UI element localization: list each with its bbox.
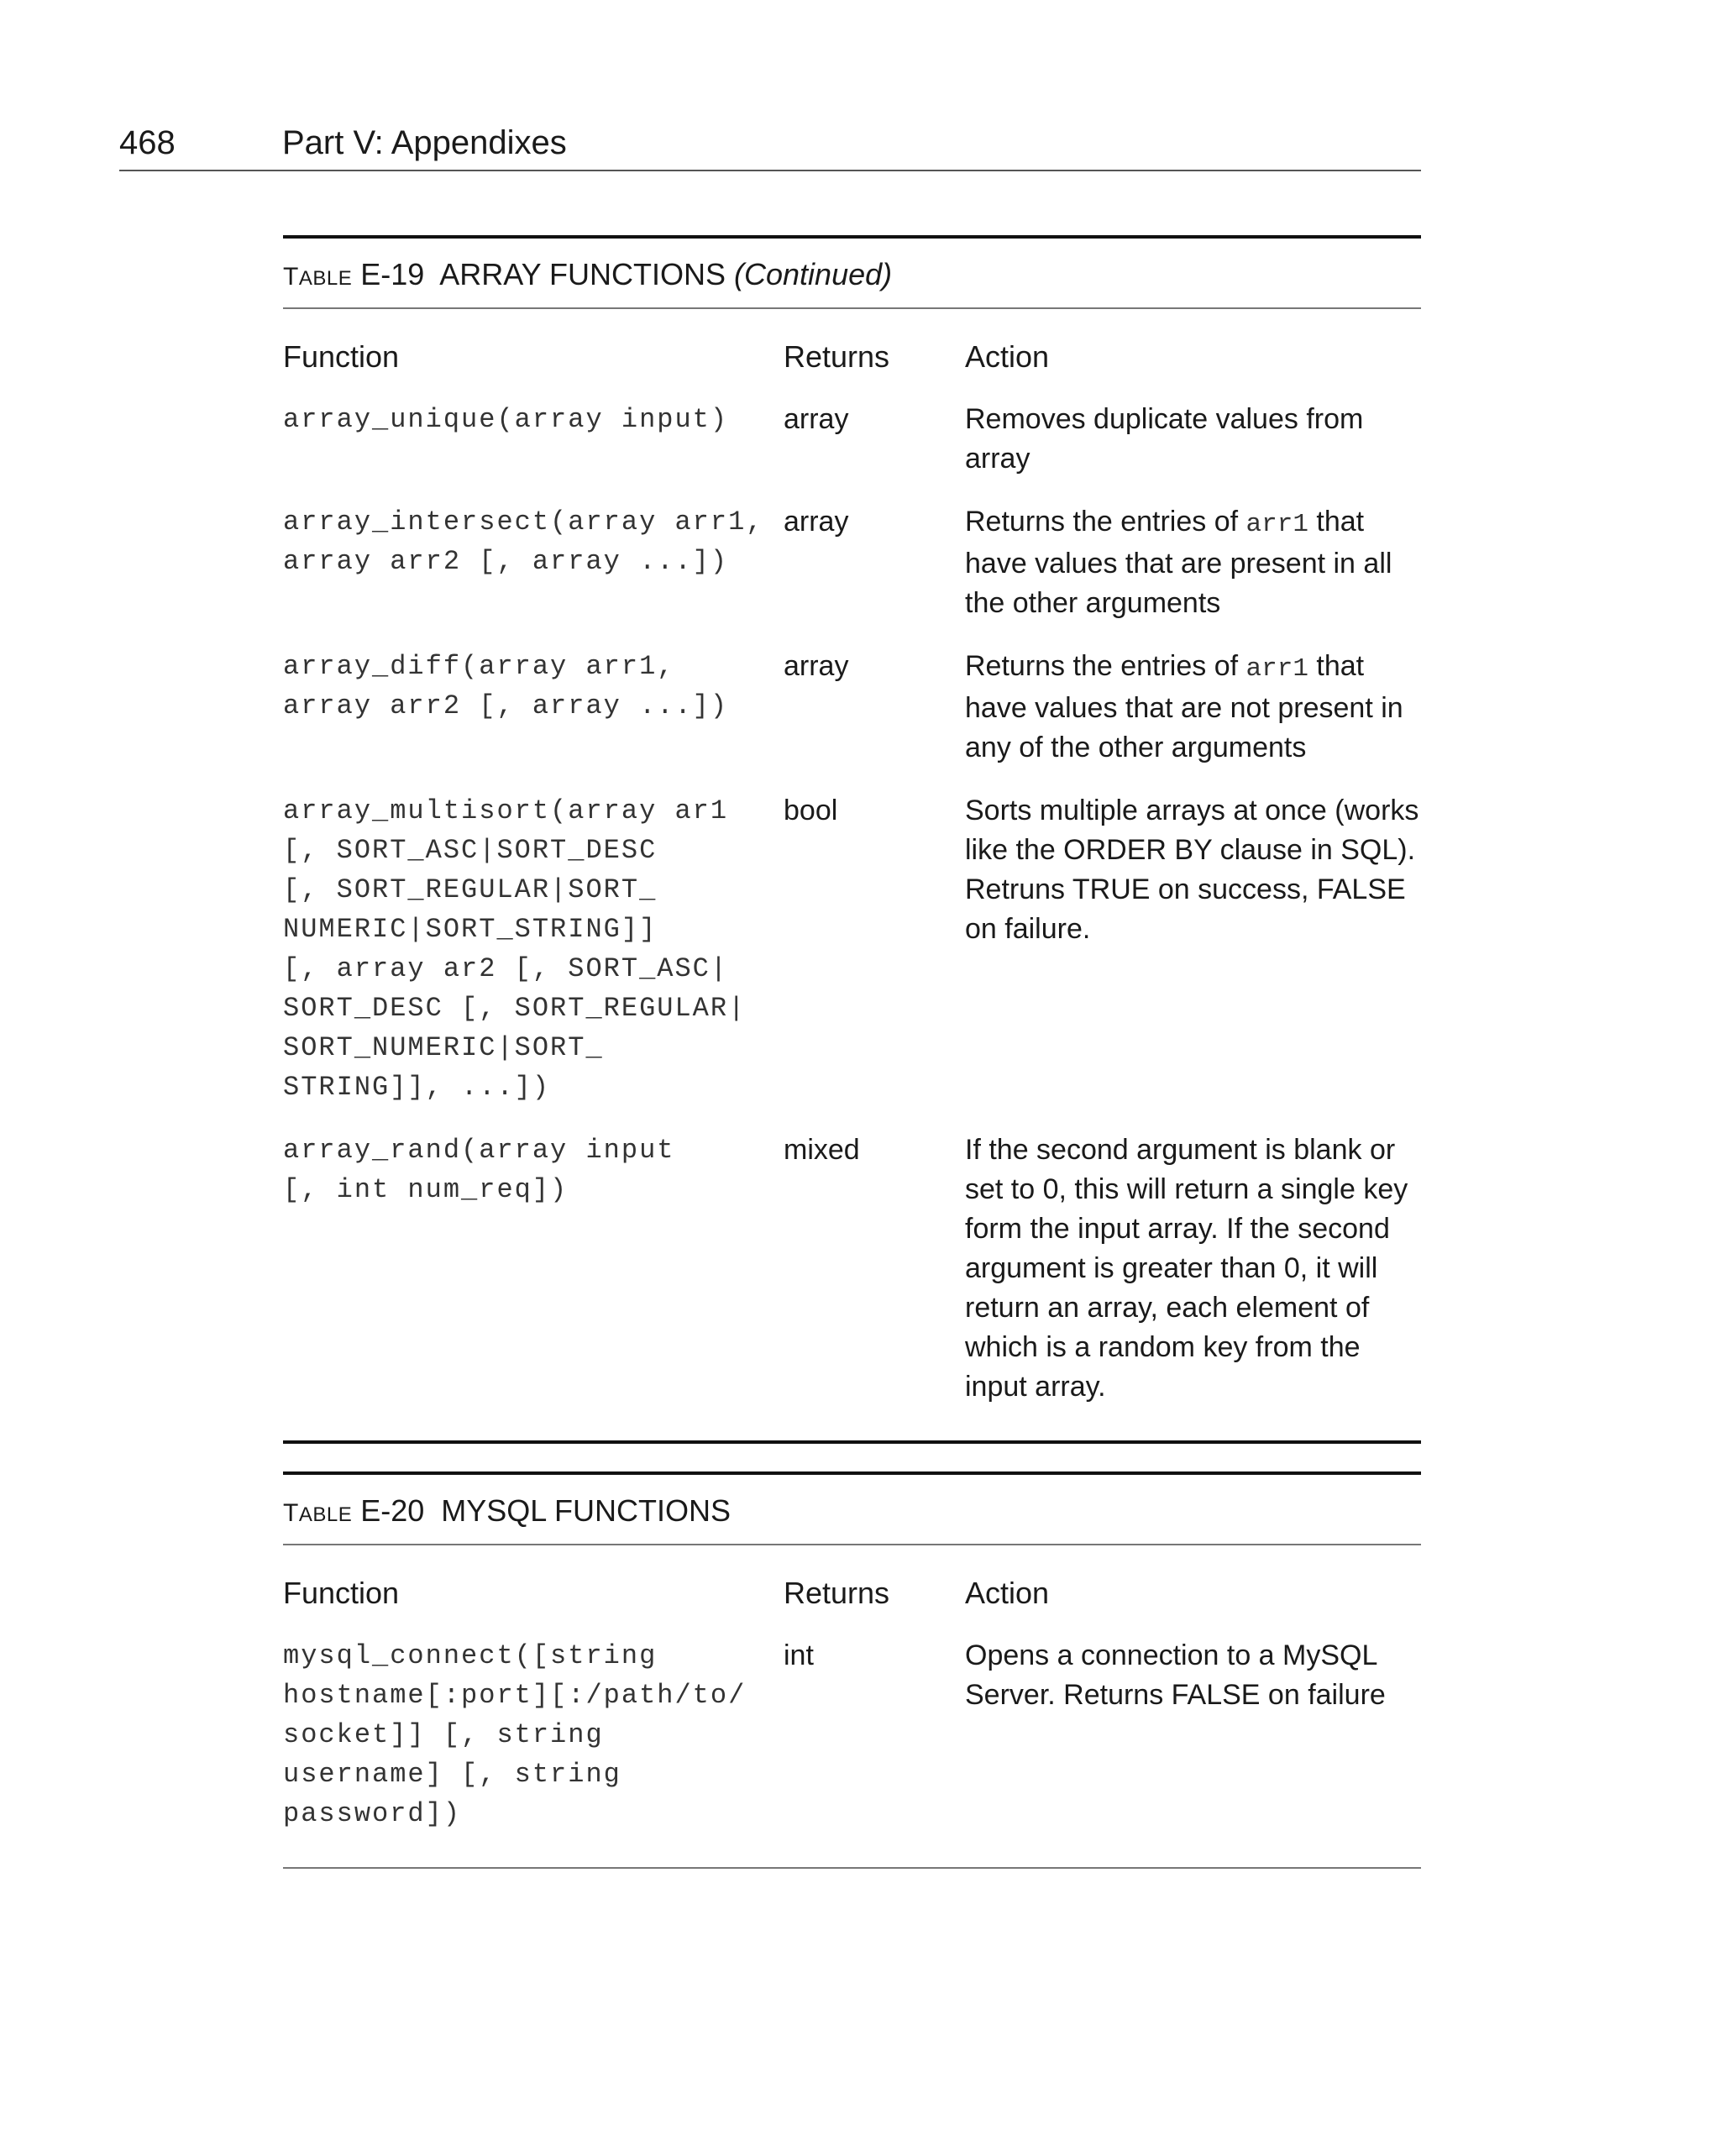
table-e20 <box>283 1471 1421 1869</box>
column-header-function: Function <box>283 1576 400 1610</box>
table-row <box>283 1629 1421 1868</box>
function-signature: mysql_connect([string hostname[:port][:/path/to/ socket]] [, string username] [, string password]) <box>283 1640 747 1829</box>
return-type: array <box>784 650 849 682</box>
action-description: Sorts multiple arrays at once (works like the ORDER BY clause in SQL). Retruns TRUE on success, FALSE on failure. <box>965 795 1419 945</box>
action-description: Opens a connection to a MySQL Server. Returns FALSE on failure <box>965 1639 1386 1711</box>
inline-code: arr1 <box>1245 510 1308 539</box>
column-header-returns: Returns <box>784 339 890 374</box>
table-row <box>283 496 1421 640</box>
return-type: mixed <box>784 1134 860 1166</box>
header-row <box>283 1545 1421 1629</box>
caption-prefix: TABLE <box>283 263 353 291</box>
caption-id: E-20 <box>360 1493 425 1528</box>
function-signature: array_unique(array input) <box>283 404 729 435</box>
inline-code: arr1 <box>1245 654 1308 684</box>
running-head: Part V: Appendixes <box>282 124 567 161</box>
action-description <box>965 640 1421 784</box>
table-row <box>283 784 1421 1124</box>
caption-prefix: TABLE <box>283 1499 353 1527</box>
action-description: If the second argument is blank or set to 0, this will return a single key form the input array. If the second argument is greater than 0, it will return an array, each element of which is a random key from the input array. <box>965 1134 1408 1403</box>
caption-title: ARRAY FUNCTIONS <box>439 257 726 291</box>
column-header-action: Action <box>965 339 1050 374</box>
table-caption <box>283 235 1421 309</box>
function-signature: array_diff(array arr1, array arr2 [, array ...]) <box>283 651 729 721</box>
table-row <box>283 1124 1421 1442</box>
action-text: Returns the entries of <box>965 650 1246 682</box>
table-e19 <box>283 235 1421 1444</box>
action-text: that have values that are present in all the other arguments <box>965 506 1392 619</box>
function-signature: array_multisort(array ar1 [, SORT_ASC|SORT_DESC [, SORT_REGULAR|SORT_ NUMERIC|SORT_STRING]] [, array ar2 [, SORT_ASC| SORT_DESC [, SORT_REGULAR| SORT_NUMERIC|SORT_ STRING]], ...]) <box>283 795 747 1103</box>
header-row <box>283 309 1421 393</box>
function-signature: array_rand(array input [, int num_req]) <box>283 1135 675 1205</box>
page-header <box>119 118 1421 171</box>
caption-title: MYSQL FUNCTIONS <box>441 1493 731 1528</box>
action-description: Removes duplicate values from array <box>965 403 1364 475</box>
table-caption <box>283 1471 1421 1545</box>
column-header-returns: Returns <box>784 1576 890 1610</box>
action-description <box>965 496 1421 640</box>
return-type: array <box>784 506 849 538</box>
caption-continued: (Continued) <box>734 257 893 291</box>
action-text: Returns the entries of <box>965 506 1246 538</box>
mysql-functions-table <box>283 1545 1421 1869</box>
function-signature: array_intersect(array arr1, array arr2 [, array ...]) <box>283 506 764 577</box>
column-header-function: Function <box>283 339 400 374</box>
action-text: that have values that are not present in any of the other arguments <box>965 650 1403 763</box>
table-row <box>283 640 1421 784</box>
table-row <box>283 393 1421 496</box>
caption-id: E-19 <box>360 257 425 291</box>
return-type: array <box>784 403 849 435</box>
array-functions-table <box>283 309 1421 1444</box>
return-type: bool <box>784 795 838 826</box>
page-number: 468 <box>119 124 176 161</box>
return-type: int <box>784 1639 814 1671</box>
column-header-action: Action <box>965 1576 1050 1610</box>
